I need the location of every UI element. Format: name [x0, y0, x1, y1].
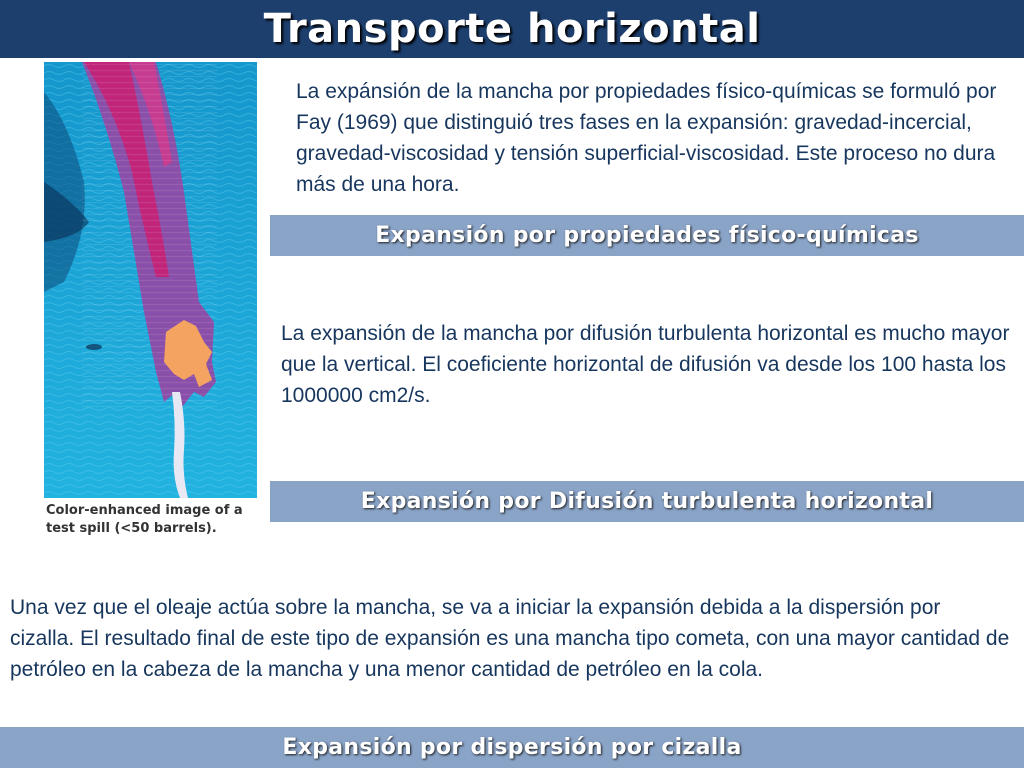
spill-image: [44, 62, 257, 498]
paragraph-shear-dispersion: Una vez que el oleaje actúa sobre la mancha, se va a iniciar la expansión debida a la dispersión por cizalla. El resultado final de este tipo de expansión es una mancha tipo cometa, con una mayor cantidad de petróleo en la cabeza de la mancha y una menor cantidad de petróleo en la cola.: [10, 596, 1010, 681]
photo-caption: Color-enhanced image of a test spill (<50 barrels).: [46, 503, 243, 536]
section-band-shear-dispersion: Expansión por dispersión por cizalla: [0, 727, 1024, 768]
slide-title: Transporte horizontal: [263, 6, 761, 52]
paragraph-turbulent-diffusion: La expansión de la mancha por difusión turbulenta horizontal es mucho mayor que la vertical. El coeficiente horizontal de difusión va desde los 100 hasta los 1000000 cm2/s.: [281, 322, 1010, 407]
title-bar: [0, 0, 1024, 58]
section-band-physicochemical: Expansión por propiedades físico-químicas: [270, 215, 1024, 256]
section-band-turbulent-diffusion: Expansión por Difusión turbulenta horizontal: [270, 481, 1024, 522]
paragraph-physicochemical: La expánsión de la mancha por propiedades físico-químicas se formuló por Fay (1969) que distinguió tres fases en la expansión: gravedad-incercial, gravedad-viscosidad y tensión superficial-viscosidad. Este proceso no dura más de una hora.: [296, 80, 997, 196]
